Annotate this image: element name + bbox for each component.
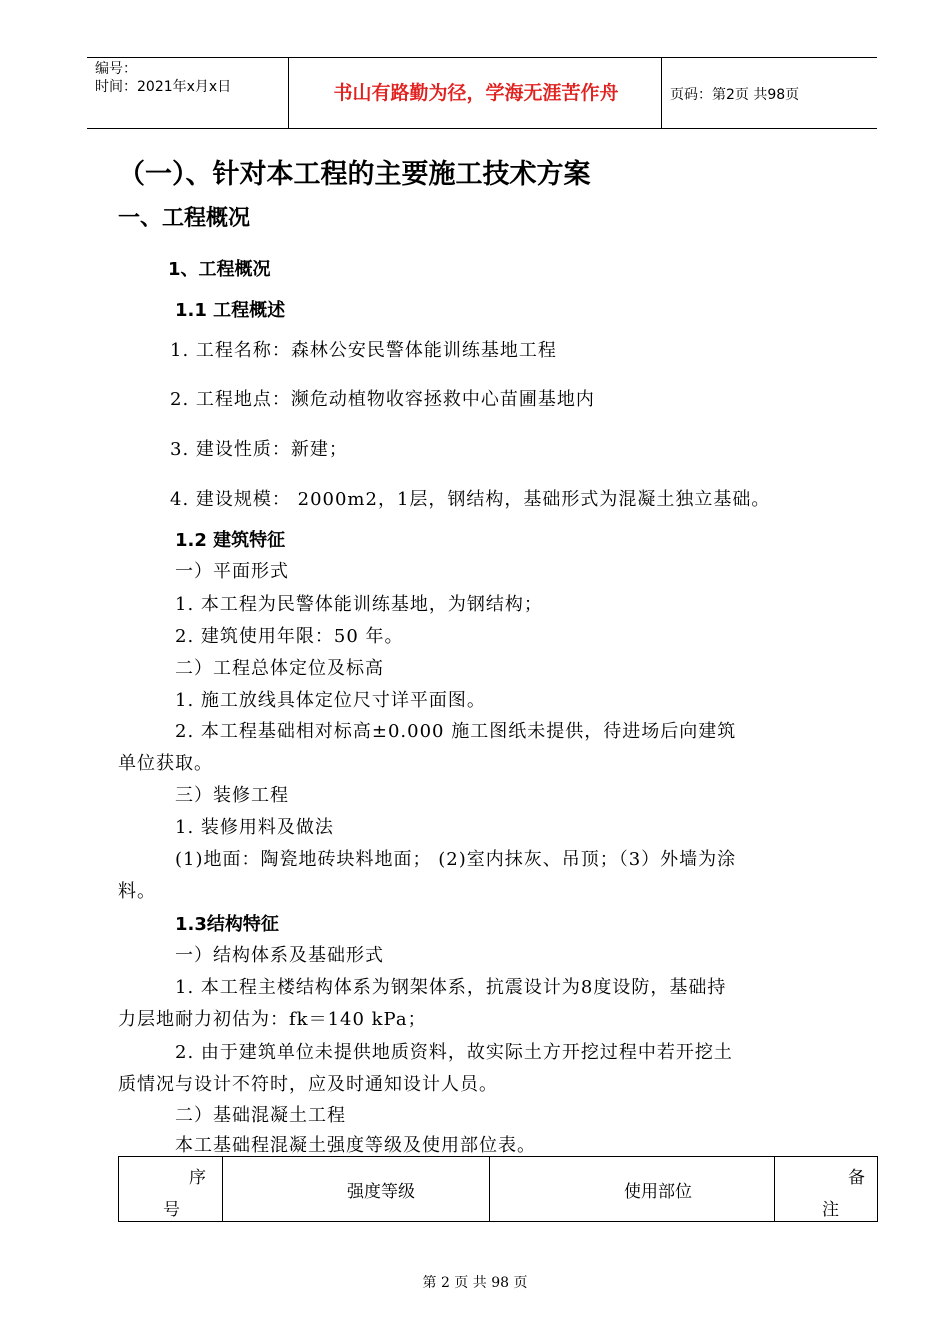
table-header-cell: 号 xyxy=(163,1200,180,1220)
paragraph: 4. 建设规模： 2000m2，1层，钢结构，基础形式为混凝土独立基础。 xyxy=(170,489,771,510)
subsection-heading: 1.3结构特征 xyxy=(175,914,279,935)
header-page-label: 页码：第2页 共98页 xyxy=(670,87,800,103)
number-label: 编号： xyxy=(95,61,137,77)
paragraph: 1. 工程名称：森林公安民警体能训练基地工程 xyxy=(170,340,557,361)
paragraph: 二）基础混凝土工程 xyxy=(175,1105,346,1126)
paragraph: 单位获取。 xyxy=(118,753,213,774)
header-divider xyxy=(288,58,289,128)
paragraph: 三）装修工程 xyxy=(175,785,289,806)
subsection-heading: 1、工程概况 xyxy=(168,259,271,280)
paragraph: 2. 本工程基础相对标高±0.000 施工图纸未提供，待进场后向建筑 xyxy=(175,721,737,742)
paragraph: 3. 建设性质：新建； xyxy=(170,439,348,460)
table-header-cell: 备 xyxy=(848,1168,865,1188)
concrete-grade-table xyxy=(118,1156,878,1222)
paragraph: 二）工程总体定位及标高 xyxy=(175,658,384,679)
paragraph: 1. 施工放线具体定位尺寸详平面图。 xyxy=(175,690,486,711)
section-heading: 一、工程概况 xyxy=(118,206,251,231)
paragraph: 2. 建筑使用年限：50 年。 xyxy=(175,626,404,647)
table-column-divider xyxy=(222,1157,223,1221)
paragraph: 一）平面形式 xyxy=(175,561,289,582)
document-title: （一）、针对本工程的主要施工技术方案 xyxy=(118,159,591,190)
table-header-cell: 序 xyxy=(189,1168,206,1188)
paragraph: 力层地耐力初估为：fk＝140 kPa； xyxy=(118,1009,427,1030)
paragraph: 料。 xyxy=(118,881,156,902)
paragraph: 1. 本工程主楼结构体系为钢架体系，抗震设计为8度设防，基础持 xyxy=(175,977,727,998)
page-header xyxy=(87,57,877,129)
paragraph: 1. 本工程为民警体能训练基地，为钢结构； xyxy=(175,594,543,615)
table-header-cell: 使用部位 xyxy=(624,1182,692,1202)
header-motto: 书山有路勤为径，学海无涯苦作舟 xyxy=(333,82,619,104)
header-meta xyxy=(95,60,231,96)
date-label: 时间：2021年x月x日 xyxy=(95,79,232,95)
table-header-cell: 注 xyxy=(822,1200,839,1220)
table-column-divider xyxy=(774,1157,775,1221)
paragraph: (1)地面：陶瓷地砖块料地面； (2)室内抹灰、吊顶；（3）外墙为涂 xyxy=(175,849,737,870)
paragraph: 一）结构体系及基础形式 xyxy=(175,945,384,966)
subsection-heading: 1.1 工程概述 xyxy=(175,300,286,321)
paragraph: 2. 由于建筑单位未提供地质资料，故实际土方开挖过程中若开挖土 xyxy=(175,1042,733,1063)
table-header-cell: 强度等级 xyxy=(347,1182,415,1202)
page-footer: 第 2 页 共 98 页 xyxy=(422,1275,528,1291)
table-column-divider xyxy=(489,1157,490,1221)
paragraph: 质情况与设计不符时，应及时通知设计人员。 xyxy=(118,1074,498,1095)
subsection-heading: 1.2 建筑特征 xyxy=(175,530,286,551)
paragraph: 本工基础程混凝土强度等级及使用部位表。 xyxy=(175,1135,536,1156)
paragraph: 1. 装修用料及做法 xyxy=(175,817,334,838)
paragraph: 2. 工程地点：濒危动植物收容拯救中心苗圃基地内 xyxy=(170,389,595,410)
